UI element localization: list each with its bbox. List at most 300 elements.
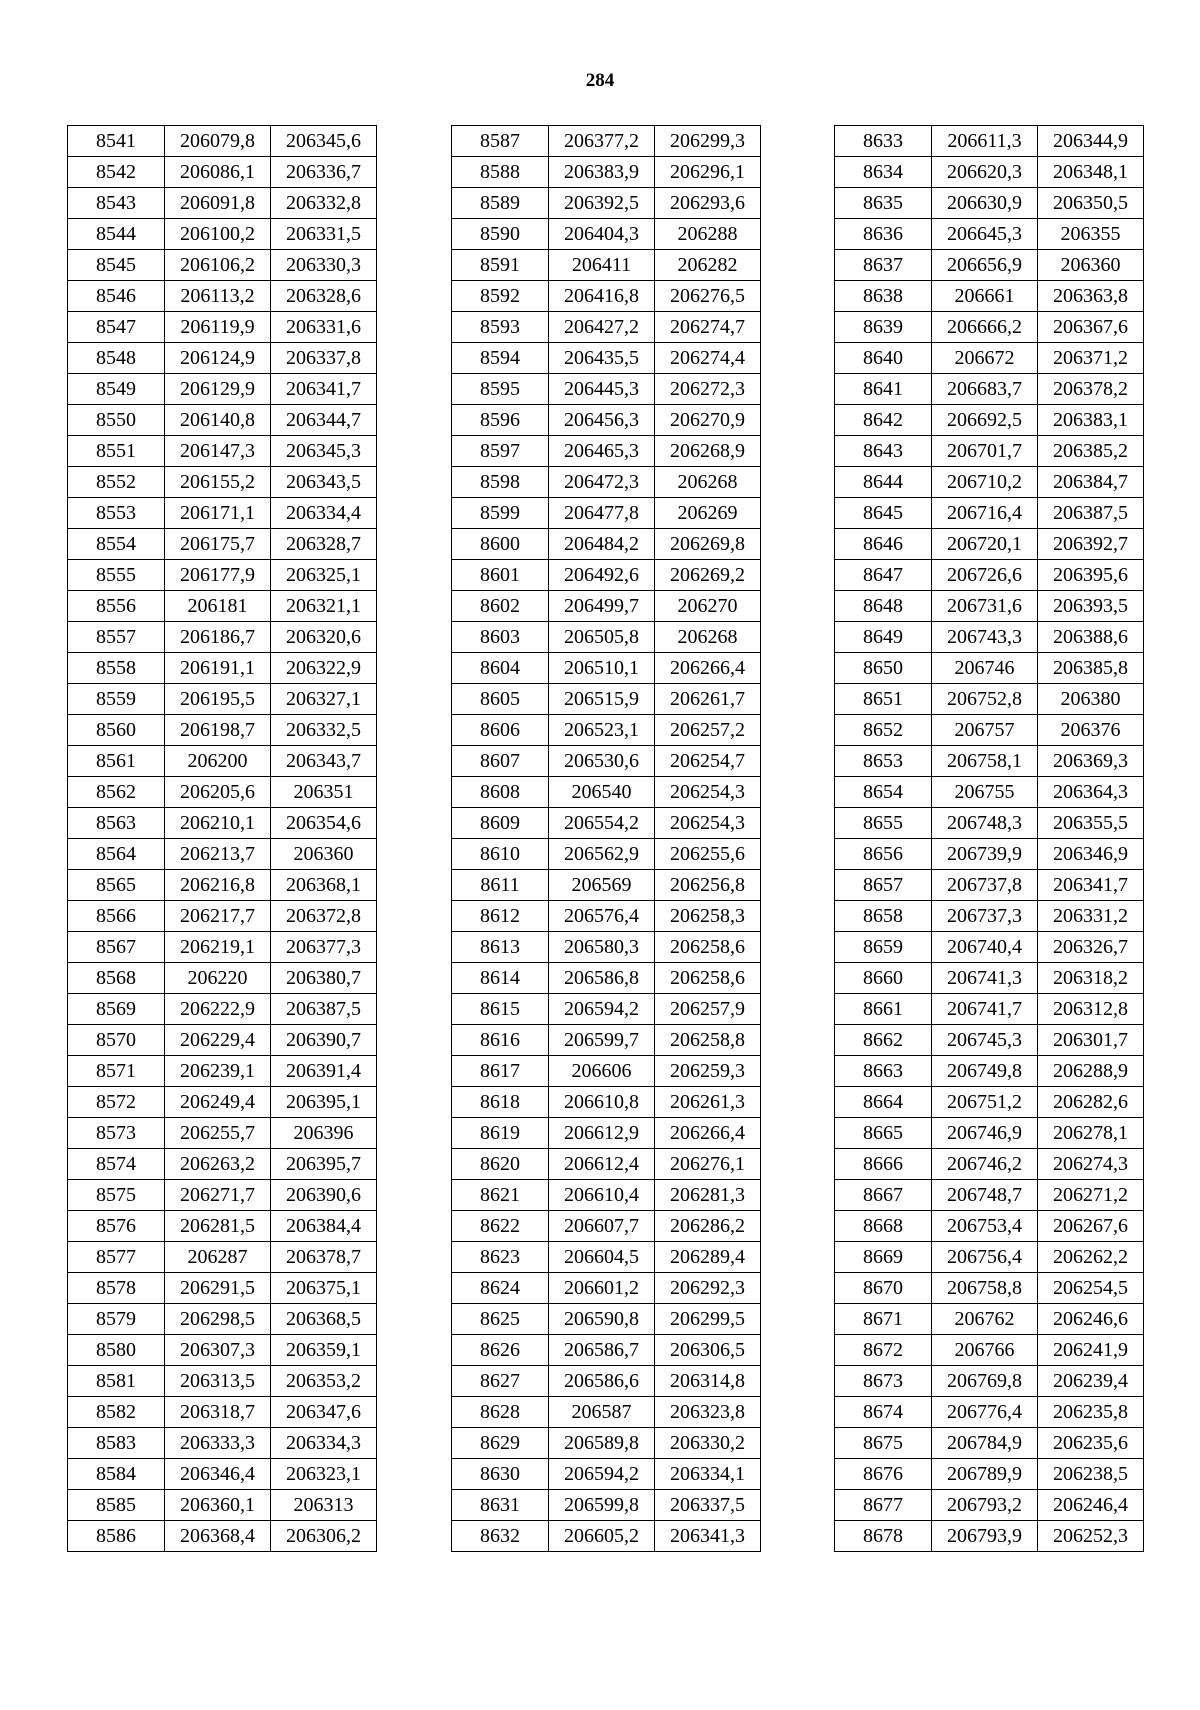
point-number-cell: 8623 [452, 1242, 549, 1273]
point-number-cell: 8646 [835, 529, 932, 560]
x-coordinate-cell: 206222,9 [165, 994, 271, 1025]
point-number-cell: 8636 [835, 219, 932, 250]
y-coordinate-cell: 206306,2 [271, 1521, 377, 1552]
point-number-cell: 8575 [68, 1180, 165, 1211]
table-row [835, 1397, 1144, 1428]
x-coordinate-cell: 206171,1 [165, 498, 271, 529]
x-coordinate-cell: 206756,4 [932, 1242, 1038, 1273]
y-coordinate-cell: 206312,8 [1038, 994, 1144, 1025]
x-coordinate-cell: 206360,1 [165, 1490, 271, 1521]
y-coordinate-cell: 206330,3 [271, 250, 377, 281]
x-coordinate-cell: 206086,1 [165, 157, 271, 188]
y-coordinate-cell: 206257,2 [655, 715, 761, 746]
point-number-cell: 8598 [452, 467, 549, 498]
table-row [68, 188, 377, 219]
y-coordinate-cell: 206258,3 [655, 901, 761, 932]
x-coordinate-cell: 206701,7 [932, 436, 1038, 467]
table-row [452, 157, 761, 188]
point-number-cell: 8572 [68, 1087, 165, 1118]
point-number-cell: 8610 [452, 839, 549, 870]
x-coordinate-cell: 206746,2 [932, 1149, 1038, 1180]
y-coordinate-cell: 206350,5 [1038, 188, 1144, 219]
table-row [452, 1366, 761, 1397]
point-number-cell: 8574 [68, 1149, 165, 1180]
table-row [452, 684, 761, 715]
point-number-cell: 8596 [452, 405, 549, 436]
table-row [68, 622, 377, 653]
y-coordinate-cell: 206387,5 [1038, 498, 1144, 529]
x-coordinate-cell: 206477,8 [549, 498, 655, 529]
table-row [452, 405, 761, 436]
x-coordinate-cell: 206205,6 [165, 777, 271, 808]
table-row [68, 1273, 377, 1304]
x-coordinate-cell: 206612,4 [549, 1149, 655, 1180]
point-number-cell: 8652 [835, 715, 932, 746]
x-coordinate-cell: 206210,1 [165, 808, 271, 839]
table-row [835, 374, 1144, 405]
point-number-cell: 8609 [452, 808, 549, 839]
y-coordinate-cell: 206380 [1038, 684, 1144, 715]
y-coordinate-cell: 206345,6 [271, 126, 377, 157]
x-coordinate-cell: 206333,3 [165, 1428, 271, 1459]
y-coordinate-cell: 206269,2 [655, 560, 761, 591]
x-coordinate-cell: 206599,8 [549, 1490, 655, 1521]
table-row [835, 405, 1144, 436]
table-row [835, 498, 1144, 529]
point-number-cell: 8553 [68, 498, 165, 529]
point-number-cell: 8627 [452, 1366, 549, 1397]
point-number-cell: 8604 [452, 653, 549, 684]
point-number-cell: 8546 [68, 281, 165, 312]
table-row [835, 1490, 1144, 1521]
table-row [68, 219, 377, 250]
table-row [835, 560, 1144, 591]
y-coordinate-cell: 206337,5 [655, 1490, 761, 1521]
point-number-cell: 8634 [835, 157, 932, 188]
y-coordinate-cell: 206262,2 [1038, 1242, 1144, 1273]
table-row [68, 932, 377, 963]
table-row [452, 1335, 761, 1366]
coordinates-table-3 [834, 125, 1144, 1552]
y-coordinate-cell: 206239,4 [1038, 1366, 1144, 1397]
y-coordinate-cell: 206341,3 [655, 1521, 761, 1552]
y-coordinate-cell: 206252,3 [1038, 1521, 1144, 1552]
x-coordinate-cell: 206594,2 [549, 1459, 655, 1490]
point-number-cell: 8549 [68, 374, 165, 405]
table-row [835, 932, 1144, 963]
x-coordinate-cell: 206751,2 [932, 1087, 1038, 1118]
x-coordinate-cell: 206745,3 [932, 1025, 1038, 1056]
y-coordinate-cell: 206344,7 [271, 405, 377, 436]
x-coordinate-cell: 206762 [932, 1304, 1038, 1335]
point-number-cell: 8585 [68, 1490, 165, 1521]
point-number-cell: 8593 [452, 312, 549, 343]
point-number-cell: 8577 [68, 1242, 165, 1273]
x-coordinate-cell: 206404,3 [549, 219, 655, 250]
point-number-cell: 8567 [68, 932, 165, 963]
y-coordinate-cell: 206286,2 [655, 1211, 761, 1242]
point-number-cell: 8671 [835, 1304, 932, 1335]
point-number-cell: 8633 [835, 126, 932, 157]
point-number-cell: 8624 [452, 1273, 549, 1304]
table-row [452, 188, 761, 219]
y-coordinate-cell: 206390,7 [271, 1025, 377, 1056]
table-row [835, 1242, 1144, 1273]
y-coordinate-cell: 206241,9 [1038, 1335, 1144, 1366]
point-number-cell: 8626 [452, 1335, 549, 1366]
x-coordinate-cell: 206755 [932, 777, 1038, 808]
table-row [452, 436, 761, 467]
y-coordinate-cell: 206328,6 [271, 281, 377, 312]
y-coordinate-cell: 206391,4 [271, 1056, 377, 1087]
x-coordinate-cell: 206505,8 [549, 622, 655, 653]
y-coordinate-cell: 206330,2 [655, 1428, 761, 1459]
y-coordinate-cell: 206348,1 [1038, 157, 1144, 188]
point-number-cell: 8601 [452, 560, 549, 591]
table-row [452, 1242, 761, 1273]
y-coordinate-cell: 206369,3 [1038, 746, 1144, 777]
point-number-cell: 8554 [68, 529, 165, 560]
y-coordinate-cell: 206363,8 [1038, 281, 1144, 312]
point-number-cell: 8617 [452, 1056, 549, 1087]
table-body [835, 126, 1144, 1552]
x-coordinate-cell: 206741,3 [932, 963, 1038, 994]
table-row [452, 591, 761, 622]
x-coordinate-cell: 206746,9 [932, 1118, 1038, 1149]
x-coordinate-cell: 206219,1 [165, 932, 271, 963]
x-coordinate-cell: 206661 [932, 281, 1038, 312]
point-number-cell: 8586 [68, 1521, 165, 1552]
table-row [835, 622, 1144, 653]
point-number-cell: 8664 [835, 1087, 932, 1118]
point-number-cell: 8547 [68, 312, 165, 343]
point-number-cell: 8670 [835, 1273, 932, 1304]
y-coordinate-cell: 206334,3 [271, 1428, 377, 1459]
point-number-cell: 8594 [452, 343, 549, 374]
point-number-cell: 8649 [835, 622, 932, 653]
table-row [452, 932, 761, 963]
y-coordinate-cell: 206288 [655, 219, 761, 250]
table-row [835, 219, 1144, 250]
table-row [835, 1459, 1144, 1490]
table-row [452, 746, 761, 777]
y-coordinate-cell: 206378,7 [271, 1242, 377, 1273]
table-row [835, 1335, 1144, 1366]
y-coordinate-cell: 206254,3 [655, 808, 761, 839]
table-row [835, 901, 1144, 932]
table-row [835, 715, 1144, 746]
table-row [452, 1118, 761, 1149]
table-row [68, 1304, 377, 1335]
y-coordinate-cell: 206331,5 [271, 219, 377, 250]
x-coordinate-cell: 206789,9 [932, 1459, 1038, 1490]
y-coordinate-cell: 206331,6 [271, 312, 377, 343]
point-number-cell: 8655 [835, 808, 932, 839]
y-coordinate-cell: 206296,1 [655, 157, 761, 188]
point-number-cell: 8560 [68, 715, 165, 746]
x-coordinate-cell: 206692,5 [932, 405, 1038, 436]
table-row [835, 994, 1144, 1025]
y-coordinate-cell: 206396 [271, 1118, 377, 1149]
table-row [68, 870, 377, 901]
table-row [68, 560, 377, 591]
y-coordinate-cell: 206372,8 [271, 901, 377, 932]
table-row [68, 529, 377, 560]
point-number-cell: 8643 [835, 436, 932, 467]
table-row [452, 715, 761, 746]
table-row [835, 312, 1144, 343]
x-coordinate-cell: 206484,2 [549, 529, 655, 560]
y-coordinate-cell: 206395,6 [1038, 560, 1144, 591]
x-coordinate-cell: 206217,7 [165, 901, 271, 932]
y-coordinate-cell: 206258,6 [655, 932, 761, 963]
table-row [68, 250, 377, 281]
coordinates-table-1 [67, 125, 377, 1552]
y-coordinate-cell: 206380,7 [271, 963, 377, 994]
x-coordinate-cell: 206392,5 [549, 188, 655, 219]
x-coordinate-cell: 206091,8 [165, 188, 271, 219]
x-coordinate-cell: 206716,4 [932, 498, 1038, 529]
x-coordinate-cell: 206758,1 [932, 746, 1038, 777]
table-row [68, 1118, 377, 1149]
table-row [835, 126, 1144, 157]
y-coordinate-cell: 206268 [655, 467, 761, 498]
table-row [452, 808, 761, 839]
table-row [452, 994, 761, 1025]
y-coordinate-cell: 206318,2 [1038, 963, 1144, 994]
x-coordinate-cell: 206313,5 [165, 1366, 271, 1397]
point-number-cell: 8550 [68, 405, 165, 436]
table-row [452, 1211, 761, 1242]
x-coordinate-cell: 206610,4 [549, 1180, 655, 1211]
point-number-cell: 8656 [835, 839, 932, 870]
point-number-cell: 8545 [68, 250, 165, 281]
point-number-cell: 8618 [452, 1087, 549, 1118]
x-coordinate-cell: 206287 [165, 1242, 271, 1273]
point-number-cell: 8654 [835, 777, 932, 808]
y-coordinate-cell: 206383,1 [1038, 405, 1144, 436]
x-coordinate-cell: 206530,6 [549, 746, 655, 777]
table-row [835, 188, 1144, 219]
point-number-cell: 8591 [452, 250, 549, 281]
point-number-cell: 8667 [835, 1180, 932, 1211]
y-coordinate-cell: 206314,8 [655, 1366, 761, 1397]
x-coordinate-cell: 206540 [549, 777, 655, 808]
table-row [835, 653, 1144, 684]
y-coordinate-cell: 206355,5 [1038, 808, 1144, 839]
y-coordinate-cell: 206269,8 [655, 529, 761, 560]
table-row [68, 157, 377, 188]
y-coordinate-cell: 206351 [271, 777, 377, 808]
table-row [835, 1118, 1144, 1149]
x-coordinate-cell: 206630,9 [932, 188, 1038, 219]
table-row [835, 1273, 1144, 1304]
x-coordinate-cell: 206590,8 [549, 1304, 655, 1335]
y-coordinate-cell: 206238,5 [1038, 1459, 1144, 1490]
y-coordinate-cell: 206246,6 [1038, 1304, 1144, 1335]
table-row [452, 777, 761, 808]
x-coordinate-cell: 206666,2 [932, 312, 1038, 343]
y-coordinate-cell: 206343,7 [271, 746, 377, 777]
point-number-cell: 8662 [835, 1025, 932, 1056]
table-row [452, 1428, 761, 1459]
y-coordinate-cell: 206390,6 [271, 1180, 377, 1211]
table-row [835, 529, 1144, 560]
point-number-cell: 8563 [68, 808, 165, 839]
x-coordinate-cell: 206124,9 [165, 343, 271, 374]
y-coordinate-cell: 206371,2 [1038, 343, 1144, 374]
x-coordinate-cell: 206737,3 [932, 901, 1038, 932]
table-row [452, 467, 761, 498]
y-coordinate-cell: 206387,5 [271, 994, 377, 1025]
table-row [68, 374, 377, 405]
point-number-cell: 8587 [452, 126, 549, 157]
table-row [835, 591, 1144, 622]
y-coordinate-cell: 206321,1 [271, 591, 377, 622]
y-coordinate-cell: 206293,6 [655, 188, 761, 219]
x-coordinate-cell: 206562,9 [549, 839, 655, 870]
x-coordinate-cell: 206195,5 [165, 684, 271, 715]
table-row [452, 1087, 761, 1118]
y-coordinate-cell: 206254,5 [1038, 1273, 1144, 1304]
point-number-cell: 8543 [68, 188, 165, 219]
point-number-cell: 8621 [452, 1180, 549, 1211]
point-number-cell: 8580 [68, 1335, 165, 1366]
point-number-cell: 8620 [452, 1149, 549, 1180]
y-coordinate-cell: 206271,2 [1038, 1180, 1144, 1211]
point-number-cell: 8571 [68, 1056, 165, 1087]
table-row [452, 529, 761, 560]
x-coordinate-cell: 206683,7 [932, 374, 1038, 405]
table-row [452, 281, 761, 312]
table-row [68, 746, 377, 777]
y-coordinate-cell: 206393,5 [1038, 591, 1144, 622]
point-number-cell: 8589 [452, 188, 549, 219]
y-coordinate-cell: 206254,7 [655, 746, 761, 777]
x-coordinate-cell: 206472,3 [549, 467, 655, 498]
table-row [68, 1242, 377, 1273]
point-number-cell: 8668 [835, 1211, 932, 1242]
x-coordinate-cell: 206113,2 [165, 281, 271, 312]
point-number-cell: 8548 [68, 343, 165, 374]
x-coordinate-cell: 206140,8 [165, 405, 271, 436]
point-number-cell: 8566 [68, 901, 165, 932]
point-number-cell: 8607 [452, 746, 549, 777]
table-row [452, 343, 761, 374]
table-row [68, 312, 377, 343]
table-row [68, 1459, 377, 1490]
table-row [835, 467, 1144, 498]
x-coordinate-cell: 206175,7 [165, 529, 271, 560]
y-coordinate-cell: 206267,6 [1038, 1211, 1144, 1242]
table-row [452, 839, 761, 870]
y-coordinate-cell: 206301,7 [1038, 1025, 1144, 1056]
point-number-cell: 8579 [68, 1304, 165, 1335]
x-coordinate-cell: 206346,4 [165, 1459, 271, 1490]
x-coordinate-cell: 206427,2 [549, 312, 655, 343]
y-coordinate-cell: 206384,4 [271, 1211, 377, 1242]
point-number-cell: 8562 [68, 777, 165, 808]
y-coordinate-cell: 206343,5 [271, 467, 377, 498]
point-number-cell: 8582 [68, 1397, 165, 1428]
y-coordinate-cell: 206281,3 [655, 1180, 761, 1211]
table-row [68, 1087, 377, 1118]
point-number-cell: 8616 [452, 1025, 549, 1056]
point-number-cell: 8677 [835, 1490, 932, 1521]
point-number-cell: 8673 [835, 1366, 932, 1397]
table-row [835, 1366, 1144, 1397]
point-number-cell: 8661 [835, 994, 932, 1025]
y-coordinate-cell: 206274,4 [655, 343, 761, 374]
y-coordinate-cell: 206276,5 [655, 281, 761, 312]
y-coordinate-cell: 206385,8 [1038, 653, 1144, 684]
point-number-cell: 8559 [68, 684, 165, 715]
x-coordinate-cell: 206191,1 [165, 653, 271, 684]
x-coordinate-cell: 206281,5 [165, 1211, 271, 1242]
point-number-cell: 8659 [835, 932, 932, 963]
y-coordinate-cell: 206368,1 [271, 870, 377, 901]
point-number-cell: 8557 [68, 622, 165, 653]
x-coordinate-cell: 206620,3 [932, 157, 1038, 188]
x-coordinate-cell: 206554,2 [549, 808, 655, 839]
y-coordinate-cell: 206332,8 [271, 188, 377, 219]
x-coordinate-cell: 206263,2 [165, 1149, 271, 1180]
x-coordinate-cell: 206604,5 [549, 1242, 655, 1273]
x-coordinate-cell: 206611,3 [932, 126, 1038, 157]
point-number-cell: 8583 [68, 1428, 165, 1459]
table-row [835, 870, 1144, 901]
x-coordinate-cell: 206383,9 [549, 157, 655, 188]
y-coordinate-cell: 206395,1 [271, 1087, 377, 1118]
table-row [835, 963, 1144, 994]
x-coordinate-cell: 206752,8 [932, 684, 1038, 715]
x-coordinate-cell: 206229,4 [165, 1025, 271, 1056]
table-row [835, 746, 1144, 777]
table-row [68, 126, 377, 157]
y-coordinate-cell: 206384,7 [1038, 467, 1144, 498]
table-row [68, 994, 377, 1025]
table-row [835, 250, 1144, 281]
y-coordinate-cell: 206246,4 [1038, 1490, 1144, 1521]
table-row [68, 1149, 377, 1180]
y-coordinate-cell: 206320,6 [271, 622, 377, 653]
y-coordinate-cell: 206299,3 [655, 126, 761, 157]
table-row [835, 281, 1144, 312]
point-number-cell: 8678 [835, 1521, 932, 1552]
table-row [835, 1304, 1144, 1335]
table-row [835, 1180, 1144, 1211]
y-coordinate-cell: 206364,3 [1038, 777, 1144, 808]
point-number-cell: 8584 [68, 1459, 165, 1490]
y-coordinate-cell: 206274,7 [655, 312, 761, 343]
table-row [452, 963, 761, 994]
table-row [835, 777, 1144, 808]
table-row [68, 1428, 377, 1459]
table-row [452, 1490, 761, 1521]
y-coordinate-cell: 206337,8 [271, 343, 377, 374]
y-coordinate-cell: 206341,7 [271, 374, 377, 405]
x-coordinate-cell: 206569 [549, 870, 655, 901]
point-number-cell: 8568 [68, 963, 165, 994]
x-coordinate-cell: 206594,2 [549, 994, 655, 1025]
table-row [835, 436, 1144, 467]
point-number-cell: 8614 [452, 963, 549, 994]
table-row [452, 653, 761, 684]
y-coordinate-cell: 206375,1 [271, 1273, 377, 1304]
point-number-cell: 8619 [452, 1118, 549, 1149]
x-coordinate-cell: 206213,7 [165, 839, 271, 870]
point-number-cell: 8569 [68, 994, 165, 1025]
